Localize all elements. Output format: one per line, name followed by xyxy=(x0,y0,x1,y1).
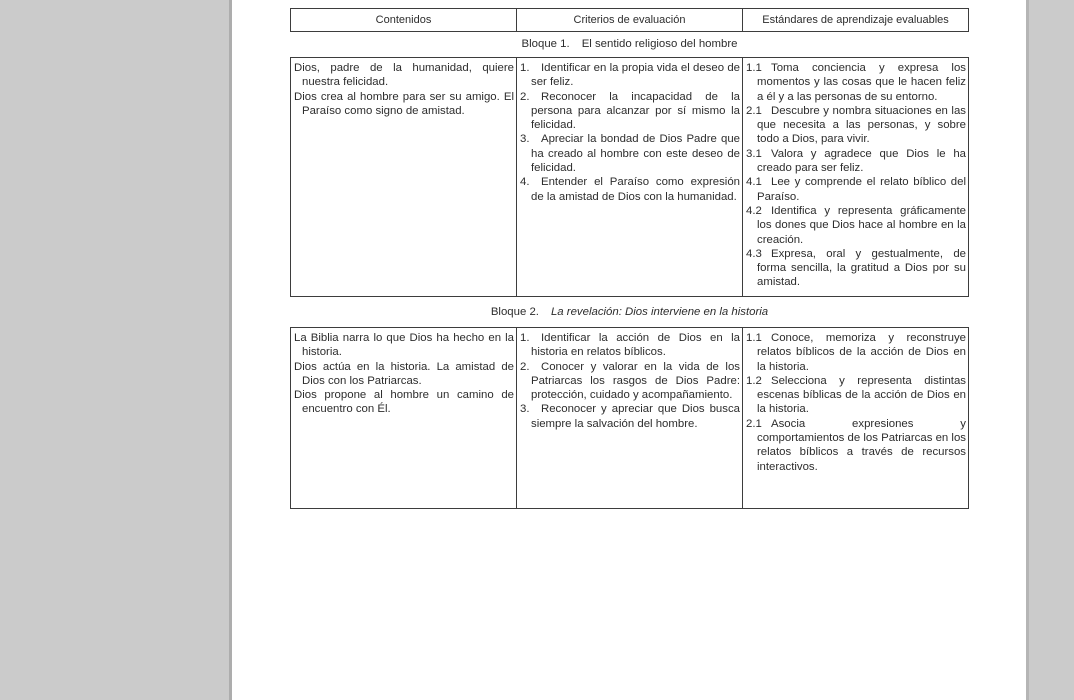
item-text: Identifica y representa gráficamente los dones que Dios hace al hombre en la creación. xyxy=(757,204,966,246)
block-1-title: El sentido religioso del hombre xyxy=(581,38,738,51)
block-2-criterios-cell xyxy=(517,328,743,509)
item-number: 3. xyxy=(520,133,530,146)
content-item xyxy=(746,417,966,474)
content-item: Dios crea al hombre para ser su amigo. El Paraíso como signo de amistad. xyxy=(294,90,514,117)
content-item: Dios, padre de la humanidad, quiere nuestra felicidad. xyxy=(294,62,514,89)
item-number: 2. xyxy=(520,360,530,373)
content-item: Dios actúa en la historia. La amistad de Dios con los Patriarcas. xyxy=(294,360,514,387)
block-1-estandares-cell xyxy=(743,58,969,297)
content-item xyxy=(520,331,740,360)
block-2-content-row xyxy=(291,328,969,509)
item-number: 1.1 xyxy=(746,62,762,74)
item-text: Conoce, memoriza y reconstruye relatos bíblicos de la acción de Dios en la historia. xyxy=(757,332,966,373)
item-text: Identificar la acción de Dios en la historia en relatos bíblicos. xyxy=(531,332,740,359)
item-number: 4.3 xyxy=(746,247,762,260)
item-number: 4.2 xyxy=(746,204,762,217)
table-header-row xyxy=(291,9,969,32)
content-item xyxy=(520,402,740,431)
item-number: 4.1 xyxy=(746,176,762,189)
item-number: 2.1 xyxy=(746,417,762,430)
content-item xyxy=(746,61,966,104)
block-2-heading xyxy=(291,297,969,328)
item-text: Toma conciencia y expresa los momentos y las cosas que le hacen feliz a él y a las personas de su entorno. xyxy=(757,62,966,103)
content-item xyxy=(746,147,966,176)
content-item xyxy=(520,175,740,204)
item-text: Apreciar la bondad de Dios Padre que ha creado al hombre con este deseo de felicidad. xyxy=(531,133,740,175)
column-header-estandares: Estándares de aprendizaje evaluables xyxy=(743,9,969,32)
item-text: Entender el Paraíso como expresión de la amistad de Dios con la humanidad. xyxy=(531,176,740,203)
block-1-contenidos-cell xyxy=(291,58,517,297)
item-number: 2.1 xyxy=(746,104,762,117)
item-number: 1. xyxy=(520,332,530,344)
item-number: 1. xyxy=(520,62,530,74)
column-header-criterios: Criterios de evaluación xyxy=(517,9,743,32)
item-text: Reconocer la incapacidad de la persona para alcanzar por sí mismo la felicidad. xyxy=(531,90,740,132)
content-item: La Biblia narra lo que Dios ha hecho en la historia. xyxy=(294,332,514,359)
item-number: 4. xyxy=(520,176,530,189)
block-2-heading-row xyxy=(291,297,969,328)
block-1-criterios-cell xyxy=(517,58,743,297)
item-text: Valora y agradece que Dios le ha creado para ser feliz. xyxy=(757,147,966,175)
item-number: 1.2 xyxy=(746,374,762,387)
content-item xyxy=(746,104,966,147)
content-item xyxy=(520,90,740,133)
content-item xyxy=(746,204,966,247)
block-1-heading-row xyxy=(291,32,969,58)
content-item xyxy=(746,175,966,204)
block-2-title: La revelación: Dios interviene en la historia xyxy=(550,305,769,318)
content-item xyxy=(520,61,740,90)
item-text: Asocia expresiones y comportamientos de los Patriarcas en los relatos bíblicos a través de recursos interactivos. xyxy=(757,417,966,473)
block-1-label: Bloque 1. xyxy=(521,38,570,51)
item-number: 1.1 xyxy=(746,332,762,344)
content-item xyxy=(520,132,740,175)
item-text: Identificar en la propia vida el deseo de ser feliz. xyxy=(531,62,740,89)
content-item xyxy=(746,331,966,374)
item-number: 3. xyxy=(520,403,530,416)
content-item: Dios propone al hombre un camino de encuentro con Él. xyxy=(294,389,514,416)
block-2-estandares-cell xyxy=(743,328,969,509)
item-text: Descubre y nombra situaciones en las que necesita a las personas, y sobre todo a Dios, para vivir. xyxy=(757,104,966,146)
item-number: 3.1 xyxy=(746,147,762,160)
item-text: Reconocer y apreciar que Dios busca siempre la salvación del hombre. xyxy=(531,403,740,430)
curriculum-table xyxy=(290,8,969,509)
item-text: Lee y comprende el relato bíblico del Paraíso. xyxy=(757,176,966,203)
content-item xyxy=(746,374,966,417)
item-text: Conocer y valorar en la vida de los Patriarcas los rasgos de Dios Padre: protección, cuidado y acompañamiento. xyxy=(531,360,740,402)
block-1-content-row xyxy=(291,58,969,297)
block-2-contenidos-cell xyxy=(291,328,517,509)
document-page xyxy=(229,0,1029,700)
item-text: Selecciona y representa distintas escenas bíblicas de la acción de Dios en la historia. xyxy=(757,374,966,416)
content-item xyxy=(746,247,966,290)
column-header-contenidos: Contenidos xyxy=(291,9,517,32)
content-item xyxy=(520,360,740,403)
block-1-heading xyxy=(291,32,969,58)
item-text: Expresa, oral y gestualmente, de forma sencilla, la gratitud a Dios por su amistad. xyxy=(757,247,966,289)
block-2-label: Bloque 2. xyxy=(490,305,539,318)
item-number: 2. xyxy=(520,90,530,103)
